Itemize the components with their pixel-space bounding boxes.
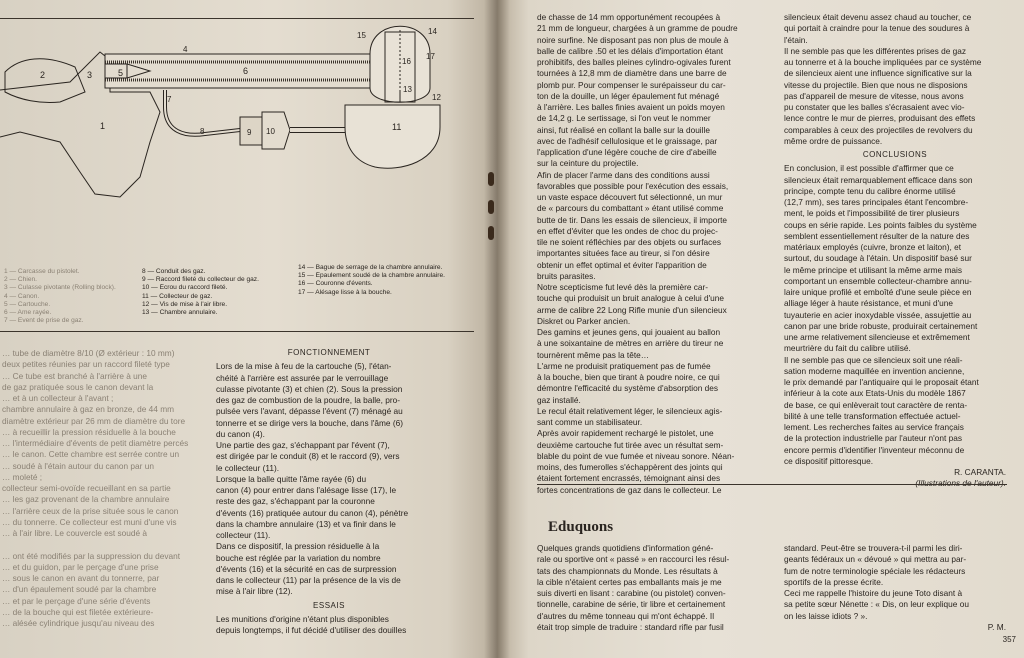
text-line: … et du guidon, par le perçage d'une prise <box>2 561 159 572</box>
left-column-2 <box>216 345 442 636</box>
legend-item: 9 — Raccord fileté du collecteur de gaz. <box>142 276 259 284</box>
label-11: 11 <box>392 122 402 132</box>
text-line: en effet d'éviter que les ondes de choc du projec- <box>537 225 718 236</box>
text-line: même ordre de puissance. <box>784 135 883 146</box>
legend-item: 10 — Écrou du raccord fileté. <box>142 284 228 292</box>
text-line: Ceci me rappelle l'histoire du jeune Toto disant à <box>784 588 963 598</box>
text-line: lement. Les recherches faites au service français <box>784 422 964 432</box>
text-line: Les munitions d'origine n'étant plus disponibles <box>216 613 389 624</box>
text-line: à une soixantaine de mètres en arrière du tireur ne <box>537 338 724 349</box>
legend-item: 16 — Couronne d'évents. <box>298 280 373 288</box>
text-line: de base, ce qui enlèverait tout caractère de renta- <box>784 399 968 410</box>
text-line: … d'un épaulement soudé par la chambre <box>2 584 157 595</box>
left-column-1 <box>2 348 202 629</box>
right-column-2 <box>784 12 1006 490</box>
label-5: 5 <box>118 68 124 78</box>
text-line: collecteur (11). <box>216 530 271 540</box>
text-line: inférieur à la cote aux Etats-Unis du modèle 1867 <box>784 388 966 399</box>
text-line: standard. Peut-être se trouvera-t-il parmi les diri- <box>784 543 963 553</box>
text-line: ainsi, fut réalisé en collant la balle sur la douille <box>537 124 710 135</box>
text-line: sa petite sœur Nénette : « Dis, on leur explique ou <box>784 599 969 610</box>
text-line: En conclusion, il est possible d'affirmer que ce <box>784 163 954 174</box>
text-line: d'autres du même tonneau qui m'ont échappé. Il <box>537 610 715 621</box>
label-12: 12 <box>432 93 441 102</box>
text-line: … tube de diamètre 8/10 (Ø extérieur : 10 mm) <box>2 348 175 358</box>
legend-item: 5 — Cartouche. <box>4 300 51 308</box>
text-line: surtout, du soudage à l'étain. Un dispositif basé sur <box>784 253 972 264</box>
author-signature: R. CARANTA. <box>954 467 1006 477</box>
text-line: des gaz de combustion de la poudre, la balle, pro- <box>216 395 401 405</box>
section-heading-fonctionnement: FONCTIONNEMENT <box>287 348 371 357</box>
text-line: … le canon. Cette chambre est serrée contre un <box>2 449 180 460</box>
text-line: Notre scepticisme fut levé dès la première car- <box>537 282 709 292</box>
text-line: … l'arrière ceux de la prise située sous le canon <box>2 505 179 516</box>
text-line: un vaste espace découvert fut sélectionné, un mur <box>537 192 723 202</box>
text-line: bruits parasites. <box>537 270 596 281</box>
text-line: collecteur semi-ovoïde recueillant en sa partie <box>2 483 171 493</box>
text-line: de silencieux aient une influence significative sur la <box>784 68 972 79</box>
text-line: Lorsque la balle quitte l'âme rayée (6) du <box>216 473 367 484</box>
text-line: … soudé à l'étain autour du canon par un <box>2 460 154 471</box>
eduquons-signature: P. M. <box>987 621 1006 632</box>
label-14: 14 <box>428 27 437 36</box>
text-line: ce dispositif pittoresque. <box>784 455 874 466</box>
page-number: 357 <box>1002 635 1016 644</box>
legend-item: 8 — Conduit des gaz. <box>142 268 206 275</box>
text-line: chambre annulaire à gaz en bronze, de 44 mm <box>2 404 175 415</box>
text-line: prohibitifs, des balles pleines cylindro-ogivales furent <box>537 57 731 67</box>
text-line: principe, compte tenu du calibre énorme utilisé <box>784 185 956 196</box>
text-line: coups en série rapide. Les points faibles du système <box>784 219 977 230</box>
label-16: 16 <box>402 57 411 66</box>
text-line: à l'arrière. Les balles finies avaient un poids moyen <box>537 102 725 112</box>
text-line: … l'intermédiaire d'évents de petit diamètre percés <box>2 438 189 448</box>
binding-staple <box>488 200 494 214</box>
text-line: obtenir un effet optimal et éviter l'apparition de <box>537 259 707 270</box>
text-line: tats des championnats du Monde. Les résultats à <box>537 565 718 576</box>
legend-item: 11 — Collecteur de gaz. <box>142 292 213 300</box>
text-line: encore permis d'identifier l'inventeur méconnu de <box>784 444 965 455</box>
text-line: sation moderne maquillée en invention ancienne, <box>784 365 965 376</box>
text-line: comportant un ensemble collecteur-chambre annu- <box>784 275 972 286</box>
label-9: 9 <box>247 128 252 137</box>
text-line: sur la ceinture du projectile. <box>537 158 639 169</box>
text-line: de chasse de 14 mm opportunément recoupées à <box>537 12 721 22</box>
text-line: lence contre le mur de pierres, produisant des effets <box>784 113 976 124</box>
text-line: deuxième cartouche fut tirée avec un résultat sem- <box>537 439 724 450</box>
text-line: (12,7 mm), ses tares principales étant l'encombre- <box>784 197 969 207</box>
section-heading-essais: ESSAIS <box>313 600 345 610</box>
text-line: … les gaz provenant de la chambre annulaire <box>2 494 170 505</box>
text-line: Le recul était relativement léger, le silencieux agis- <box>537 405 723 416</box>
right-column-1 <box>537 12 775 496</box>
text-line: bilité à une telle transformation effectuée actuel- <box>784 410 961 421</box>
text-line: reste des gaz, s'échappant par la couronne <box>216 496 375 507</box>
text-line: de 14,2 g. Le sertissage, si l'on veut le nommer <box>537 113 711 124</box>
text-line: avec de l'adhésif cellulosique et le graissage, par <box>537 135 718 146</box>
text-line: dans le collecteur (11) par la présence de la vis de <box>216 575 401 585</box>
text-line: silencieux était devenu assez chaud au toucher, ce <box>784 12 972 22</box>
text-line: de gaz pratiquée sous le canon devant la <box>2 381 154 392</box>
text-line: … et à un collecteur à l'avant ; <box>2 393 114 403</box>
label-7: 7 <box>167 95 172 104</box>
text-line: bouche est réglée par la variation du nombre <box>216 552 381 563</box>
text-line: 21 mm de longueur, chargées à un gramme de poudre <box>537 23 738 34</box>
legend-item: 14 — Bague de serrage de la chambre annulaire. <box>298 264 443 271</box>
label-13: 13 <box>403 85 412 94</box>
label-8: 8 <box>200 127 205 136</box>
text-line: la cible n'étaient certes pas emballants mais je me <box>537 576 722 587</box>
text-line: tile ne soient réfléchies par des objets ou surfaces <box>537 237 722 247</box>
text-line: diamètre extérieur par 26 mm de diamètre du tore <box>2 415 186 426</box>
text-line: importantes situées face au tireur, si l'on désire <box>537 248 710 259</box>
text-line: de « parcours du combattant » étant utilisé comme <box>537 203 724 214</box>
text-line: Une partie des gaz, s'échappant par l'évent (7), <box>216 440 390 450</box>
eduquons-column-2 <box>784 543 1006 633</box>
text-line: l'étain. <box>784 34 808 45</box>
text-line: Quelques grands quotidiens d'information géné- <box>537 543 714 553</box>
text-line: tionnelle, carabine de série, tir libre et certainement <box>537 599 726 610</box>
text-line: d'évents (16) et la sécurité en cas de surpression <box>216 563 397 574</box>
text-line: … de la bouche qui est filetée extérieure- <box>2 606 154 617</box>
label-1: 1 <box>100 121 106 131</box>
legend-item: 13 — Chambre annulaire. <box>142 309 218 317</box>
text-line: depuis longtemps, il fut décidé d'utiliser des douilles <box>216 625 407 635</box>
text-line: laire unique profilé et emboîté d'une seule pièce en <box>784 287 972 297</box>
text-line: ton de la douille, un léger épaulement fut ménagé <box>537 90 720 101</box>
text-line: fum de notre terminologie spéciale les rédacteurs <box>784 565 966 576</box>
text-line: tuyauterie en acier inoxydable vissée, assujettie au <box>784 309 972 320</box>
text-line: Il ne semble pas que les différentes prises de gaz <box>784 45 967 56</box>
text-line: tournées à 12,8 mm de diamètre dans une barre de <box>537 68 727 79</box>
text-line: pas d'appareil de mesure de vitesse, nous avons <box>784 90 964 101</box>
text-line: pulsée vers l'avant, dépasse l'évent (7) ménagé au <box>216 406 403 417</box>
text-line: Dans ce dispositif, la pression résiduelle à la <box>216 541 380 552</box>
text-line: canon par une bride robuste, produirait certainement <box>784 320 978 331</box>
text-line: L'arme ne produisit pratiquement pas de fumée <box>537 360 711 371</box>
text-line: … alésée cylindrique jusqu'au niveau des <box>2 618 155 628</box>
text-line: démontre l'efficacité du système d'absorption des <box>537 383 719 394</box>
legend-item: 3 — Culasse pivotante (Rolling block). <box>4 284 116 292</box>
label-4: 4 <box>183 45 188 54</box>
text-line: Il ne semble pas que ce silencieux soit une réali- <box>784 354 963 365</box>
legend-rule <box>0 331 474 332</box>
binding-staple <box>488 226 494 240</box>
text-line: touche qui produisit un bruit analogue à celui d'une <box>537 293 725 304</box>
text-line: moins, des fumerolles s'échappèrent des joints qui <box>537 462 723 472</box>
text-line: tonnerre et se dirige vers la bouche, dans l'âme (6) <box>216 417 403 428</box>
binding-staple <box>488 172 494 186</box>
hammer <box>5 59 85 103</box>
text-line: comparables à ceux des projectiles de revolvers du <box>784 124 973 135</box>
legend-item: 1 — Carcasse du pistolet. <box>4 268 80 275</box>
text-line: balle de calibre .50 et les délais d'importation étant <box>537 45 724 56</box>
text-line: favorables que possible pour l'exécution des essais, <box>537 180 729 191</box>
text-line: était trop simple de traduire : standard rifle par fusil <box>537 621 724 632</box>
text-line: au tonnerre et à la bouche impliquées par ce système <box>784 57 982 67</box>
section-heading-conclusions: CONCLUSIONS <box>862 150 928 159</box>
legend-item: 17 — Alésage lisse à la bouche. <box>298 288 392 296</box>
text-line: une arme relativement silencieuse et extrêmement <box>784 332 970 342</box>
text-line: le collecteur (11). <box>216 462 280 473</box>
text-line: le même principe et utilisant la même arme mais <box>784 264 962 275</box>
text-line: … moleté ; <box>2 471 43 482</box>
text-line: est dirigée par le conduit (8) et le raccord (9), vers <box>216 451 400 462</box>
legend-col2 <box>142 268 292 317</box>
text-line: butte de tir. Dans les essais de silencieux, il importe <box>537 214 727 225</box>
text-line: meurtrière du fait du calibre utilisé. <box>784 343 911 354</box>
text-line: semblent essentiellement résulter de la nature des <box>784 230 970 241</box>
eduquons-title: Eduquons <box>548 519 614 535</box>
text-line: l'application d'une légère couche de cire d'abeille <box>537 147 717 157</box>
text-line: du canon (4). <box>216 428 265 439</box>
text-line: matériaux employés (cuivre, bronze et laiton), et <box>784 242 962 252</box>
text-line: fortes concentrations de gaz dans le collecteur. Le <box>537 484 722 495</box>
eduquons-column-1 <box>537 543 775 633</box>
text-line: gaz installé. <box>537 394 581 405</box>
text-line: tournèrent même pas la tête… <box>537 349 650 360</box>
text-line: à la bouche, bien que tirant à poudre noire, ce qui <box>537 372 720 382</box>
label-15: 15 <box>357 31 366 40</box>
text-line: Diskret ou Parker ancien. <box>537 315 631 326</box>
text-line: plomb pur. Pour compenser le surépaisseur du car- <box>537 79 726 90</box>
text-line: … sous le canon en avant du tonnerre, par <box>2 573 160 583</box>
text-line: … ont été modifiés par la suppression du devant <box>2 550 181 561</box>
label-2: 2 <box>40 70 46 80</box>
text-line: Lors de la mise à feu de la cartouche (5), l'étan- <box>216 361 392 372</box>
text-line: rale ou sportive ont « passé » en raccourci les résul- <box>537 554 730 565</box>
text-line: dans la chambre annulaire (13) et va finir dans le <box>216 518 396 529</box>
book-gutter <box>484 0 510 658</box>
label-17: 17 <box>426 52 435 61</box>
section-divider <box>537 484 1007 485</box>
text-line: … du tonnerre. Ce collecteur est muni d'une vis <box>2 516 177 527</box>
text-line: alliage léger à haute résistance, et muni d'une <box>784 298 954 309</box>
left-page <box>0 0 497 658</box>
text-line: deux petites réunies par un raccord fileté type <box>2 359 170 370</box>
text-line: Afin de placer l'arme dans des conditions aussi <box>537 169 710 180</box>
legend-item: 15 — Épaulement soudé de la chambre annulaire. <box>298 272 445 280</box>
text-line: … à l'air libre. Le couvercle est soudé à <box>2 528 148 538</box>
text-line: Des gamins et jeunes gens, qui jouaient au ballon <box>537 327 721 337</box>
label-3: 3 <box>87 70 93 80</box>
text-line: arme de calibre 22 Long Rifle munie d'un silencieux <box>537 304 727 315</box>
text-line: Après avoir rapidement rechargé le pistolet, une <box>537 428 714 439</box>
text-line <box>2 539 202 550</box>
text-line: on les laisse idiots ? ». <box>784 610 868 621</box>
text-line: suis diverti en lisant : carabine (ou pistolet) conven- <box>537 588 726 598</box>
text-line: mise à l'air libre (12). <box>216 586 293 597</box>
text-line: … Ce tube est branché à l'arrière à une <box>2 370 148 381</box>
legend-item: 12 — Vis de mise à l'air libre. <box>142 300 228 308</box>
text-line: geants fédéraux un « dévoué » qui mettra au par- <box>784 554 967 565</box>
legend-item: 2 — Chien. <box>4 276 37 284</box>
text-line: sportifs de la presse écrite. <box>784 576 884 587</box>
text-line: … et par le perçage d'une série d'évents <box>2 595 151 606</box>
text-line: noire surfine. Ne disposant pas non plus de moule à <box>537 34 729 45</box>
text-line: qui portait à craindre pour la tenue des soudures à <box>784 23 970 34</box>
legend-item: 7 — Event de prise de gaz. <box>4 317 84 325</box>
text-line: vitesse du projectile. Bien que nous ne disposions <box>784 79 968 90</box>
legend-col1 <box>4 268 116 325</box>
text-line: le prix demandé par l'antiquaire qui le proposait étant <box>784 377 979 387</box>
legend-item: 6 — Ame rayée. <box>4 309 52 317</box>
text-line: sant comme un stabilisateur. <box>537 417 643 427</box>
text-line: culasse pivotante (3) et chien (2). Sous la pression <box>216 383 403 394</box>
text-line: blable du point de vue fumée et niveau sonore. Néan- <box>537 450 735 461</box>
text-line: ment, le poids et l'impossibilité de tirer plusieurs <box>784 208 960 219</box>
text-line: étaient fortement encrassés, témoignant ainsi des <box>537 473 721 484</box>
text-line: … à recueillir la pression résiduelle à la bouche <box>2 426 176 437</box>
gas-collector <box>345 105 440 168</box>
label-10: 10 <box>266 127 275 136</box>
legend-item: 4 — Canon. <box>4 292 40 300</box>
legend-col3 <box>298 264 474 297</box>
text-line: silencieux était remarquablement efficace dans son <box>784 174 973 185</box>
text-line: pu constater que les balles s'écrasaient avec vio- <box>784 102 965 112</box>
text-line: de la protection industrielle par l'auteur n'ont pas <box>784 433 962 444</box>
text-line: canon (4) pour entrer dans l'alésage lisse (17), le <box>216 485 397 495</box>
text-line: d'évents (16) pratiquée autour du canon (4), pénètre <box>216 507 409 518</box>
label-6: 6 <box>243 66 249 76</box>
silencer-diagram <box>0 12 474 262</box>
text-line: chéité à l'arrière est assurée par le verrouillage <box>216 372 389 383</box>
